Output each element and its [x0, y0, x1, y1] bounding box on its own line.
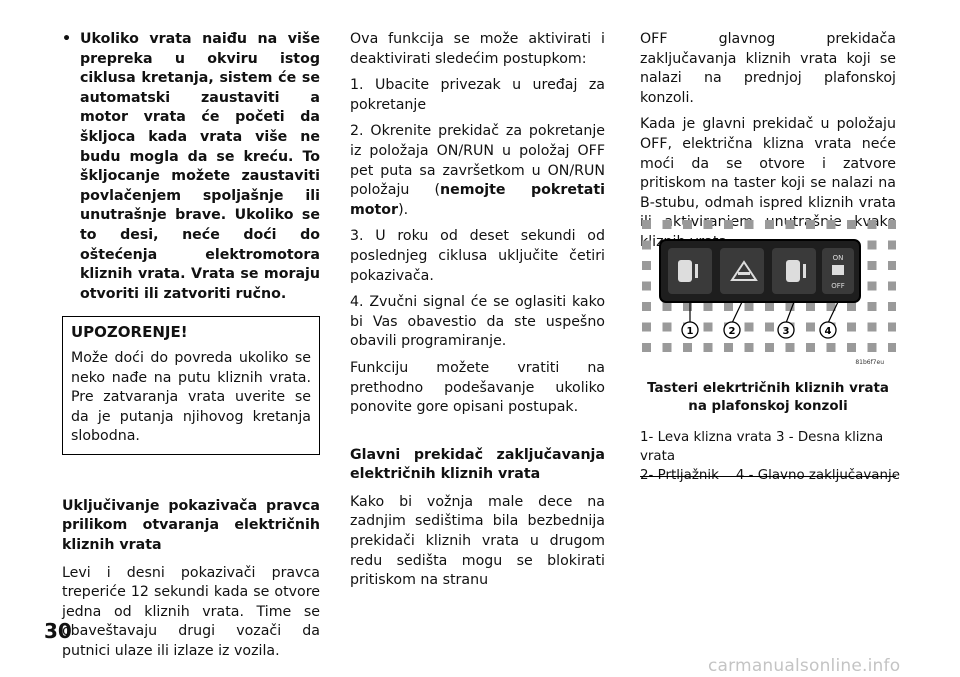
- legend-line-2: 2- Prtljažnik 4 - Glavno zaključavanje: [640, 468, 900, 483]
- warning-text: Može doći do povreda ukoliko se neko nađe na putu kliznih vrata. Pre zatvaranja vrata uverite se da je putanja njihovog kretanja slobodna.: [71, 349, 311, 445]
- section-heading-turn-signals: Uključivanje pokazivača pravca prilikom otvaranja električnih kliznih vrata: [62, 497, 320, 554]
- switch-off-label: OFF: [831, 282, 845, 290]
- figure-caption: Tasteri elekrtričnih kliznih vrata na plafonskoj konzoli: [647, 381, 889, 414]
- figure-code: 81b6f7eu: [855, 359, 884, 366]
- svg-text:4: 4: [824, 326, 832, 337]
- procedure-intro: Ova funkcija se može aktivirati i deaktivirati sledećim postupkom:: [350, 31, 605, 67]
- master-lock-body: Kako bi vožnja male dece na zadnjim sedištima bila bezbednija prekidači kliznih vrata u drugom redu sedišta mogu se blokirati pritiskom na stranu: [350, 493, 605, 589]
- callout-1: [682, 322, 698, 338]
- restore-note: Funkciju možete vratiti na prethodno podešavanje ukoliko ponovite gore opisani postupak.: [350, 359, 605, 416]
- bullet-icon: •: [62, 31, 72, 47]
- column-middle: [350, 30, 605, 598]
- warning-title: UPOZORENJE!: [71, 323, 188, 342]
- section-heading-master-lock: Glavni prekidač zaključavanja električnih kliznih vrata: [350, 446, 605, 483]
- page-number: 30: [44, 619, 72, 643]
- watermark: carmanualsonline.info: [708, 656, 901, 676]
- master-lock-off-description: Kada je glavni prekidač u položaju OFF, električna klizna vrata neće moći da se otvore i zatvore pritiskom na taster koji se nalazi na B-stubu, odmah ispred kliznih vrata: [640, 116, 896, 211]
- procedure-step-1: 1. Ubacite privezak u uređaj za pokretanje: [350, 77, 605, 113]
- svg-text:3: 3: [782, 326, 790, 337]
- legend-line-1: 1- Leva klizna vrata 3 - Desna klizna vrata: [640, 430, 884, 464]
- bullet-paragraph: [62, 30, 320, 304]
- svg-text:2: 2: [728, 326, 736, 337]
- procedure-step-2: 2. Okrenite prekidač za pokretanje iz položaja ON/RUN u položaj OFF pet puta sa završetkom u ON/RUN položaju (nemojte pokretati motor).: [350, 123, 605, 218]
- svg-text:1: 1: [686, 326, 694, 337]
- switch-on-label: ON: [832, 254, 844, 262]
- callout-2: [724, 322, 740, 338]
- bullet-text: Ukoliko vrata naiđu na više prepreka u okviru istog ciklusa kretanja, sistem će se automatski zaustaviti a motor vrata će početi da škljoca kada vrata više ne budu mogla da se kreću. To škljocanje možete zaustaviti povlačenjem spoljašnje ili unutrašnje brave. Ukoliko se to desi, neće doći do oštećenja elektromotora kliznih vrata. Vrata se moraju otvoriti ili zatvoriti ručno.: [80, 31, 320, 302]
- master-lock-continued: OFF glavnog prekidača zaključavanja kliznih vrata koji se nalazi na prednjoj plafonskoj konzoli.: [640, 31, 896, 106]
- procedure-step-4: 4. Zvučni signal će se oglasiti kako bi Vas obavestio da ste uspešno obavili programiranje.: [350, 294, 605, 350]
- column-left: [62, 30, 320, 669]
- master-switch-rocker-icon: [832, 265, 844, 275]
- step-2-emphasis: nemojte pokretati motor: [350, 182, 605, 218]
- procedure-step-3: 3. U roku od deset sekundi od poslednjeg ciklusa uključite četiri pokazivača.: [350, 228, 605, 284]
- warning-box: [62, 316, 320, 455]
- callout-4: [820, 322, 836, 338]
- turn-signals-body: Levi i desni pokazivači pravca treperiće 12 sekundi kada se otvore jedna od kliznih vrata. Time se obaveštavaju drugi vozači da putnici ulaze ili izlaze iz vozila.: [62, 564, 320, 660]
- legend-divider: [640, 476, 896, 477]
- liftgate-button: [720, 248, 764, 294]
- callout-3: [778, 322, 794, 338]
- overhead-console-figure: [640, 218, 896, 368]
